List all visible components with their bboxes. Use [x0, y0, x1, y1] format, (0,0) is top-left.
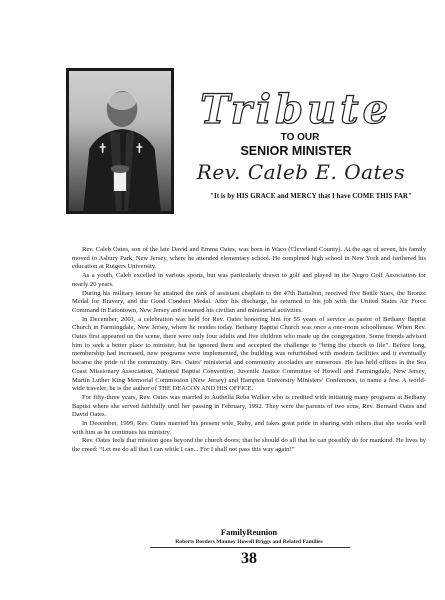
minister-name: Rev. Caleb E. Oates: [196, 160, 406, 184]
portrait-photo-frame: [66, 68, 174, 214]
paragraph: Rev. Caleb Oates, son of the late David and Emma Oates, was born in Waco (Cleveland County). At the age of seven, his family moved to Asbury Park, New Jersey, where he attended elementary school. He completed high school in New York and furthered his education at Rutgers University.: [72, 246, 426, 271]
to-our-label: TO OUR: [280, 132, 320, 143]
portrait-photo: [69, 71, 171, 211]
paragraph: Rev. Oates feels that mission goes beyond the church doors; that he should do all that he can possibly do for mankind. He lives by the creed: “Let me do all that I can while I can... For I shall not pass this way again!”: [72, 437, 426, 454]
footer-divider: [150, 547, 350, 548]
paragraph: In December, 1999, Rev. Oates married his present wife, Ruby, and takes great pride in sharing with others that she works well with him as he continues his ministry.: [72, 420, 426, 436]
article-body: [72, 246, 426, 455]
tribute-heading: Tribute: [199, 86, 393, 133]
senior-minister-heading: SENIOR MINISTER: [240, 144, 352, 158]
portrait-illustration: [69, 71, 171, 211]
page-number: 38: [241, 550, 257, 567]
paragraph: During his military tenure he attained the rank of assistant chaplain to the 47th Battalion, received five Battle Stars, the Bronze Medal for Bravery, and the Good Conduct Medal. After his discharge, he returned to his job with the United States Air Force Command in Eatontown, New Jersey and resumed his civilian and ministerial activities.: [72, 289, 426, 314]
paragraph: As a youth, Caleb excelled in various sports, but was particularly drawn to golf and played in the Negro Golf Association for nearly 20 years.: [72, 272, 426, 288]
footer-title: FamilyReunion: [220, 527, 278, 537]
footer-subtitle: Roberts Borders Mauney Howell Briggs and Related Families: [175, 539, 323, 545]
quote-text: "It is by HIS GRACE and MERCY that I have COME THIS FAR": [210, 192, 412, 200]
paragraph: In December, 2001, a celebration was held for Rev. Oates honoring him for 55 years of service as pastor of Bethany Baptist Church in Farmingdale, New Jersey, where he resides today. Bethany Baptist Church was once a one-room schoolhouse. When Rev. Oates first appeared on the scene, there were only four adults and five children who made up the congregation. Some friends advised him to seek a better place to minister, but he ignored them and accepted the challenge to “bring the church to life”. Before long, membership had increased, new programs were implemented, the building was refurbished with modern facilities and it eventually became the pride of the community. Rev. Oates’ ministerial and community accolades are numerous. He has held offices in the Sea Coast Missionary Association, National Baptist Convention, Juvenile Justice Committee of Howell and Farmingdale, New Jersey, Martin Luther King Memorial Commission (New Jersey) and Hampton University Ministers’ Conference, to name a few. A world-wide traveler, he is the author of THE DEACON AND HIS OFFICE.: [72, 315, 426, 393]
paragraph: For fifty-three years, Rev. Oates was married to Authella Reba Walker who is credited with initiating many programs at Bethany Baptist where she served faithfully until her passing in February, 1992. They were the parents of two sons, Rev. Bernard Oates and David Oates.: [72, 393, 426, 419]
